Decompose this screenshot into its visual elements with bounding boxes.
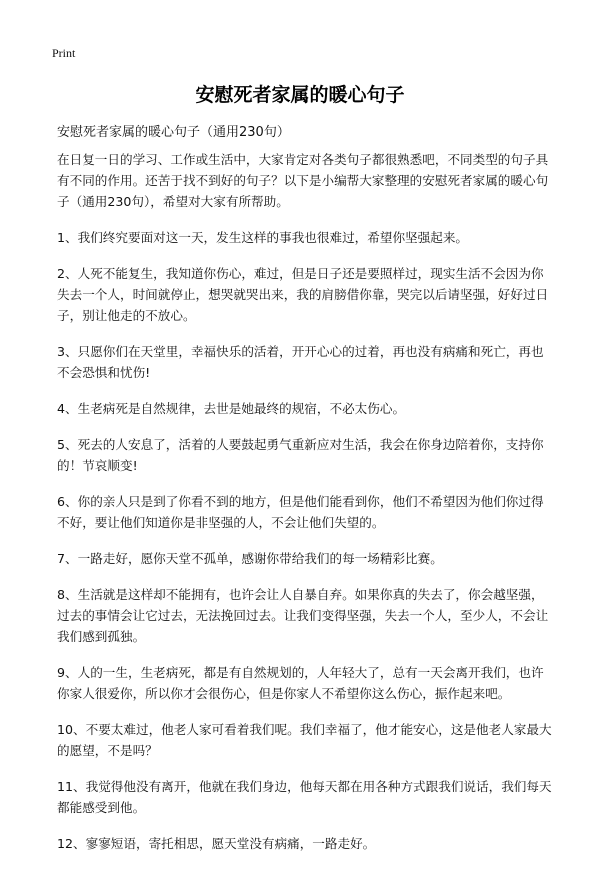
sentence-item-7: 7、一路走好，愿你天堂不孤单，感谢你带给我们的每一场精彩比赛。: [57, 551, 443, 566]
sentence-item-12: 12、寥寥短语，寄托相思，愿天堂没有病痛，一路走好。: [57, 836, 376, 851]
sentence-item-6: 6、你的亲人只是到了你看不到的地方，但是他们能看到你，他们不希望因为他们你过得不好，要让他们知道你是非坚强的人，不会让他们失望的。: [57, 494, 544, 530]
sentence-item-1: 1、我们终究要面对这一天，发生这样的事我也很难过，希望你坚强起来。: [57, 230, 469, 245]
sentence-item-11: 11、我觉得他没有离开，他就在我们身边，他每天都在用各种方式跟我们说话，我们每天都能感受到他。: [57, 779, 552, 815]
document-body: [57, 149, 555, 869]
sentence-item-3: 3、只愿你们在天堂里，幸福快乐的活着，开开心心的过着，再也没有病痛和死亡，再也不会恐惧和忧伤!: [57, 344, 544, 380]
sentence-item-5: 5、死去的人安息了，活着的人要鼓起勇气重新应对生活，我会在你身边陪着你，支持你的！节哀顺变!: [57, 437, 544, 473]
intro-paragraph: 在日复一日的学习、工作或生活中，大家肯定对各类句子都很熟悉吧，不同类型的句子具有不同的作用。还苦于找不到好的句子？以下是小编帮大家整理的安慰死者家属的暖心句子（通用230句），希望对大家有所帮助。: [57, 152, 549, 209]
sentence-item-10: 10、不要太难过，他老人家可看着我们呢。我们幸福了，他才能安心，这是他老人家最大的愿望，不是吗？: [57, 722, 552, 758]
sentence-item-4: 4、生老病死是自然规律，去世是她最终的规宿，不必太伤心。: [57, 401, 406, 416]
print-link[interactable]: Print: [52, 46, 76, 60]
sentence-item-8: 8、生活就是这样却不能拥有，也许会让人自暴自弃。如果你真的失去了，你会越坚强，过去的事情会让它过去，无法挽回过去。让我们变得坚强，失去一个人，至少人，不会让我们感到孤独。: [57, 587, 549, 644]
sentence-item-2: 2、人死不能复生，我知道你伤心，难过，但是日子还是要照样过，现实生活不会因为你失去一个人，时间就停止，想哭就哭出来，我的肩膀借你靠，哭完以后请坚强，好好过日子，别让他走的不放心。: [57, 266, 549, 323]
page-subtitle: 安慰死者家属的暖心句子（通用230句）: [57, 125, 290, 140]
page-title: 安慰死者家属的暖心句子: [195, 84, 405, 106]
sentence-item-9: 9、人的一生，生老病死，都是有自然规划的，人年轻大了，总有一天会离开我们，也许你家人很爱你，所以你才会很伤心，但是你家人不希望你这么伤心，振作起来吧。: [57, 665, 544, 701]
